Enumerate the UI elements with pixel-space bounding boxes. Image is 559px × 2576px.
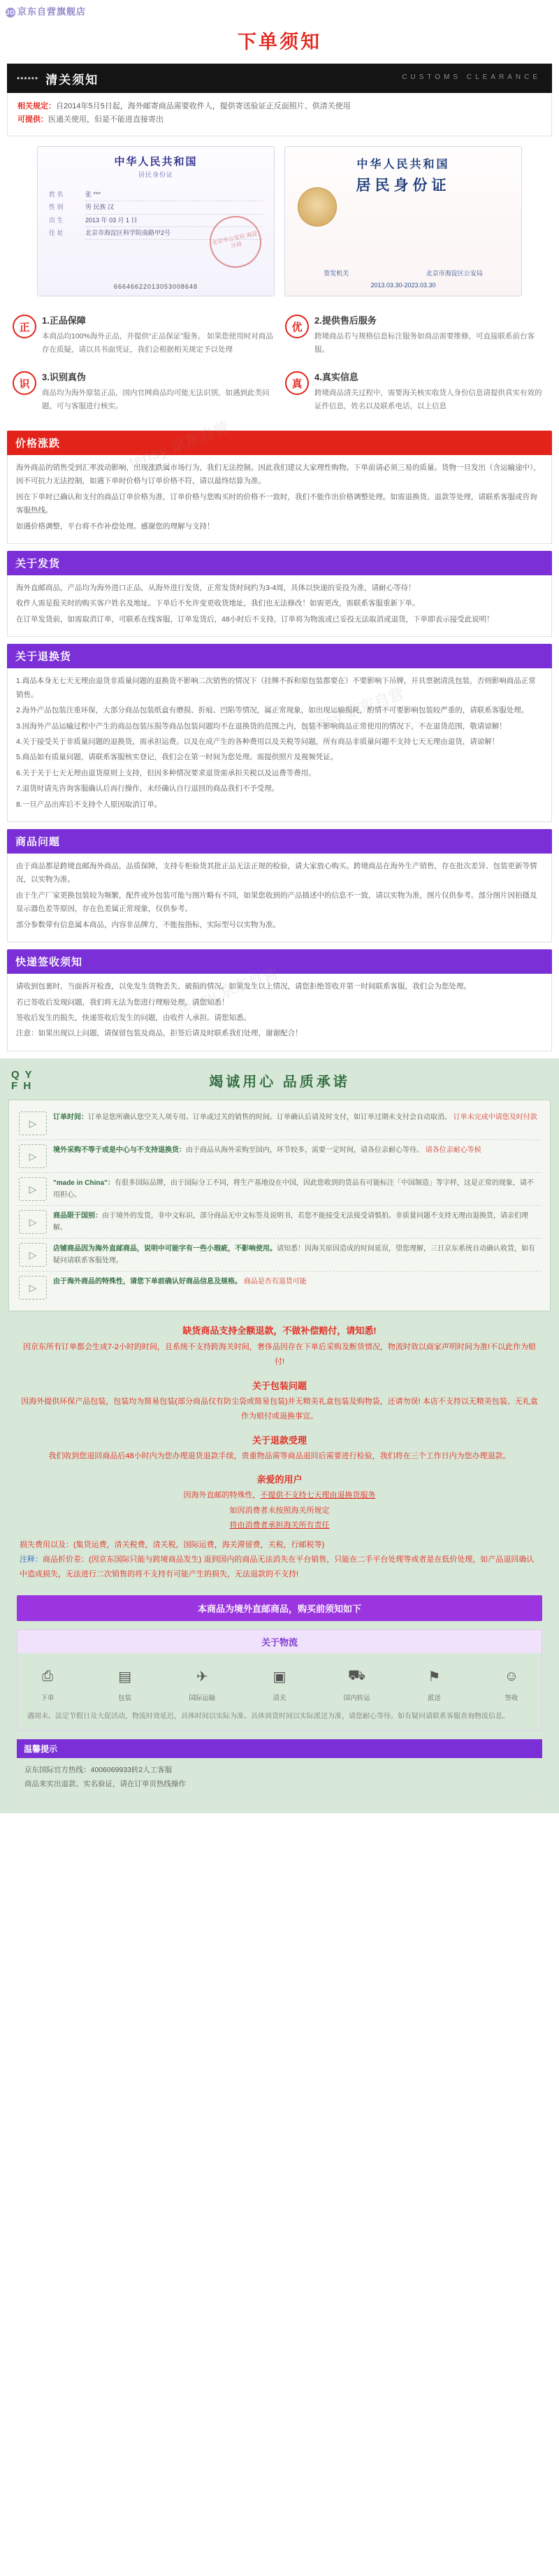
notice-tip-2-text: 如因消费者未按照海关所规定	[229, 1506, 330, 1515]
id-card-row-value: 北京市海淀区科学院南路甲2号	[85, 227, 263, 240]
id-card-front-title: 中华人民共和国	[114, 156, 198, 168]
id-card-number: 66646622013053008648	[113, 283, 198, 291]
logistics-step-label: 国际运输	[189, 1694, 216, 1702]
qyfh-line1: Q Y	[11, 1068, 34, 1081]
section-shipping-body	[7, 575, 552, 637]
section-product-issues	[7, 829, 552, 942]
customs-line-1-tag: 相关规定：	[17, 102, 56, 110]
promise-item-highlight: 商品是否有退货可能	[243, 1278, 307, 1286]
id-card-row	[49, 201, 263, 214]
qyfh-logo	[11, 1070, 50, 1092]
section-shipping-title: 关于发货	[7, 551, 552, 575]
section-express-body	[7, 974, 552, 1051]
promise-item	[17, 1206, 542, 1239]
qyfh-line2: F H	[11, 1079, 33, 1092]
section-paragraph: 8.一旦产品出库后不支持个人原因取消订单。	[16, 800, 162, 809]
section-product-issues-body	[7, 854, 552, 942]
promise-item-head: 境外采购不等于或是中心与不支持退换货：	[53, 1146, 186, 1155]
section-express-title: 快递签收须知	[7, 949, 552, 974]
overseas-direct-banner: 本商品为境外直邮商品，购买前须知如下	[17, 1595, 542, 1621]
notice-refund-title: 关于退款受理	[252, 1434, 307, 1446]
id-card-row-key: 姓 名	[49, 191, 64, 199]
watermark: tensy 京东自营	[175, 963, 281, 1017]
page-title: 下单须知	[238, 31, 321, 52]
section-paragraph: 由于生产厂家更换包装较为频繁，配件或外包装可能与图片略有不同，如果您收到的产品描述中的信息不一致，请以实物为准，图片仅供参考。部分图片因拍摄及显示器色差等原因，存在色差属正常现象，仅供参考。	[16, 891, 537, 914]
id-card-front	[37, 146, 275, 296]
id-card-back-line2: 居民身份证	[356, 178, 451, 194]
logistics-panel	[17, 1629, 542, 1731]
quality-promise-list	[8, 1100, 551, 1311]
info-block-text: 商品均为海外原装正品，国内官网商品均可能无法识别，如遇到此类问题，可与客服进行核实。	[42, 389, 270, 410]
customs-line-1-text: 自2014年5月5日起，海外邮寄商品需要收件人，提供寄送验证正反面照片、供清关使用	[56, 102, 351, 110]
section-returns-body	[7, 668, 552, 822]
customs-line-2-tag: 可提供：	[17, 115, 48, 124]
customs-line-2	[17, 113, 542, 127]
notice-loss-label: 损失费用以及：	[20, 1540, 73, 1549]
section-paragraph: 4.关于接受关于非质量问题的退换货，需承担运费。以及在成产生的各种费用以及关税等问题，所有商品非质量问题不支持七天无理由退货，请谅解！	[16, 737, 500, 746]
customs-banner-en: CUSTOMS CLEARANCE	[402, 73, 541, 81]
arrow-icon: ▷	[19, 1276, 47, 1300]
section-paragraph: 7.退货时请先咨询客服确认后再行操作，未经确认自行退回的商品我们不予受理。	[16, 784, 280, 793]
logistics-step-domestic	[337, 1663, 377, 1702]
section-paragraph: 请收到包裹时，当面拆开检查，以免发生货物丢失、破损的情况。如果发生以上情况，请您拒绝签收并第一时间联系客服，我们会为您处理。	[16, 982, 471, 991]
banner-dots-icon: ••••••	[17, 73, 39, 83]
info-blocks	[0, 308, 559, 431]
promise-item	[17, 1272, 542, 1304]
info-block-text: 本商品均100%海外正品，并提供“正品保证”服务。 如果您使用时对商品存在质疑，请以具书面凭证，我们会根据相关规定予以处理	[42, 332, 273, 354]
package-icon: ▤	[118, 1669, 132, 1685]
customs-line-2-text: 医通关使用，但是不能进直接寄出	[48, 115, 164, 124]
notice-loss-line	[20, 1538, 539, 1553]
logistics-step-order	[27, 1663, 68, 1702]
logistics-step-label: 下单	[41, 1694, 55, 1702]
notice-tip-2-underline-wrap	[20, 1518, 539, 1533]
section-paragraph: 在订单发货前，如需取消订单，可联系在线客服，订单发货后，48小时后不支持，订单将为物流或已妥投无法取消或退货，下单即表示接受此说明！	[16, 614, 494, 624]
id-card-front-header	[38, 147, 274, 179]
customs-icon: ▣	[273, 1669, 286, 1685]
promise-item	[17, 1140, 542, 1173]
order-icon: ⎙	[42, 1669, 53, 1685]
promise-item-text: 订单是您所确认您空关人项专用、订单或过关的销售的时间。订单确认后请及时支付，如订单过期未支付会自动取消。	[88, 1114, 451, 1122]
info-block-title: 1.正品保障	[42, 315, 86, 326]
info-block-title: 2.提供售后服务	[314, 315, 377, 326]
promise-item-text: 由于商品从海外采购至国内，环节较多，需要一定时间，请各位亲耐心等待。	[186, 1146, 423, 1155]
logo-text: 京东自营旗舰店	[17, 6, 87, 17]
section-express-signing	[7, 949, 552, 1051]
quality-promise-panel	[0, 1058, 559, 1813]
arrow-icon: ▷	[19, 1144, 47, 1168]
logistics-step-label: 包装	[118, 1694, 132, 1702]
warm-tips-panel	[17, 1739, 542, 1801]
section-paragraph: 若已签收后发现问题，我们将无法为您进行理赔处理，请您知悉！	[16, 998, 229, 1007]
issuer-value: 北京市海淀区公安局	[426, 270, 483, 278]
promise-item-text: 请知悉！因海关原因造成的时间延误，望您理解，三日京东系统自动确认收货，如有疑问请联系客服处理。	[53, 1245, 535, 1265]
arrow-icon: ▷	[19, 1111, 47, 1135]
section-paragraph: 因在下单时已确认和支付的商品订单价格为准，订单价格与您购买时的价格不一致时，我们不能作出价格调整处理。如需退换货、退款等处理，请联系客服或咨询客服热线。	[16, 492, 537, 515]
section-paragraph: 签收后发生的损失，快递签收后发生的问题，由收件人承担。请您知悉。	[16, 1014, 251, 1022]
section-paragraph: 6.关于关于七天无理由退货原则上支持，但因多种情况要求退货需承担关税以及运费等费用。	[16, 768, 316, 777]
section-price-title: 价格涨跌	[7, 431, 552, 455]
info-block-realinfo	[280, 364, 552, 421]
promise-item-head: "made in China"：	[53, 1179, 115, 1188]
notice-tip-1-underline: 不提供不支持七天理由退换货服务	[260, 1491, 376, 1500]
section-paragraph: 由于商品都是跨境直邮海外商品，品质保障，支持专柜验货其批正品无法正规的检验，请大家放心购买。跨境商品在海外生产销售，存在批次差异、包装更新等情况，以实物为准。	[16, 862, 537, 884]
notice-attention-label: 注释：	[20, 1555, 43, 1564]
logistics-step-received	[491, 1663, 532, 1702]
section-price	[7, 431, 552, 544]
notice-packaging-text: 因海外提供环保产品包装，包装均为简易包装(部分商品仅有防尘袋或简易包装)并无精美礼盒包装及购物袋，还请勿误! 本店不支持以无精美包装、无礼盒作为赔付或退换事宜。	[21, 1397, 538, 1421]
section-shipping	[7, 551, 552, 637]
info-block-identify	[7, 364, 280, 421]
notice-headline: 缺货商品支持全额退款，不做补偿赔付，请知悉!	[182, 1325, 377, 1337]
customs-body	[7, 93, 552, 136]
warm-tips-body	[17, 1758, 542, 1801]
notice-user-title: 亲爱的用户	[256, 1474, 303, 1485]
promise-item	[17, 1173, 542, 1206]
id-card-row-key: 出 生	[49, 216, 64, 224]
warm-tips-line: 京东国际官方热线：4006069933转2人工客服	[24, 1765, 173, 1774]
airplane-icon: ✈	[196, 1669, 208, 1685]
notice-loss-text: (集货运费，清关税费，清关税，国际运费，海关滞留费，关税，行邮税等)	[73, 1540, 325, 1549]
logistics-step-label: 派送	[427, 1694, 441, 1702]
section-paragraph: 2.海外产品包装注重环保，大部分商品包装纸盒有磨损、折痕、凹陷等情况，属正常现象，如出现运输损耗，酌情不可要影响包装较严重的，请联系客服处理。	[16, 706, 529, 715]
section-paragraph: 注意：如果出现以上问题，请保留包装及商品，拒签后请及时联系我们处理，谢谢配合！	[16, 1029, 303, 1038]
id-card-front-subtitle: 居民身份证	[138, 171, 173, 179]
info-block-title: 4.真实信息	[314, 372, 358, 383]
section-returns-title: 关于退换货	[7, 644, 552, 668]
logistics-step-customs	[259, 1663, 300, 1702]
promise-item	[17, 1107, 542, 1140]
promise-item	[17, 1239, 542, 1272]
notice-packaging-title: 关于包装问题	[252, 1380, 307, 1391]
promise-item-head: 由于海外商品的特殊性，请您下单前确认好商品信息及规格。	[53, 1278, 242, 1286]
store-logo	[6, 4, 86, 17]
logistics-step-label: 国内转运	[343, 1694, 370, 1702]
id-card-back	[284, 146, 522, 296]
smile-icon: ☺	[504, 1669, 519, 1685]
logistics-step-delivery	[414, 1663, 454, 1702]
section-product-issues-title: 商品问题	[7, 829, 552, 854]
arrow-icon: ▷	[19, 1177, 47, 1201]
warm-tips-title: 温馨提示	[17, 1739, 542, 1758]
red-notice-block	[8, 1311, 551, 1587]
notice-attention-text: 商品折价差：(因京东国际只能与跨境商品发生) 退到国内的商品无法消失在平台销售，只能在二手平台处理等或者是在低价处理，如产品退回确认中造成损失，无法进行二次销售的将不支持有可能产生的损失，无法退款的不支持!	[20, 1555, 535, 1579]
id-card-row-value: 2013 年 03 月 1 日	[85, 215, 263, 227]
quality-promise-header	[8, 1068, 551, 1100]
id-card-samples	[0, 136, 559, 308]
info-block-text: 跨境商品清关过程中，需要海关核实收货人身份信息请提供真实有效的证件信息，姓名以及联系电话，以上信息	[314, 389, 542, 410]
notice-tip-2	[20, 1504, 539, 1518]
realinfo-icon: 真	[285, 371, 309, 395]
section-paragraph: 海外商品的销售受到汇率波动影响，出现涨跌属市场行为，我们无法控制。因此我们建议大家理性购物。下单前请必须三易的质量。货物一旦发出（含运输途中），因不可抗力无法控制，如遇下单时价格与订单价格不符，请以最终结算为准。	[16, 463, 541, 486]
logistics-step-packaging	[105, 1663, 145, 1702]
promise-item-highlight: 订单未完成中请您及时付款	[453, 1114, 537, 1122]
aftersales-icon: 优	[285, 315, 309, 338]
logistics-title: 关于物流	[17, 1630, 542, 1653]
id-card-row-key: 性 别	[49, 203, 64, 211]
section-returns	[7, 644, 552, 822]
id-card-row-value: 男 民族 汉	[85, 201, 263, 214]
quality-promise-title: 竭诚用心 品质承诺	[209, 1074, 350, 1091]
official-seal-icon: 北京市公安局 海淀分局	[205, 211, 266, 273]
notice-tip-1	[20, 1488, 539, 1503]
promise-item-head: 店铺商品因为海外直邮商品，说明中可能字有一些小瑕疵，不影响使用。	[53, 1245, 277, 1253]
customs-banner-title: 清关须知	[45, 73, 99, 87]
promise-item-head: 商品限于国别：	[53, 1212, 102, 1221]
promise-item-text: 由于境外的发货，非中文标识，部分商品无中文标签及说明书，若您不能接受无法接受请慎拍。非质量问题不支持无理由退换货，请亲们理解。	[53, 1212, 528, 1232]
notice-tip-2-underline: 将由消费者承担海关所有责任	[229, 1521, 330, 1530]
flag-icon: ⚑	[428, 1669, 441, 1685]
watermark: tensy 京东自营	[300, 684, 407, 737]
id-card-row-key: 住 址	[49, 229, 64, 236]
section-paragraph: 如遇价格调整，平台将不作补偿处理。感谢您的理解与支持！	[16, 521, 215, 531]
section-paragraph: 部分参数带有信息属本商品，内容非品牌方，不能按指标，实际型号以实物为准。	[16, 920, 280, 929]
issuer-label: 签发机关	[324, 270, 349, 278]
customs-line-1	[17, 100, 542, 113]
notice-attention-line	[20, 1553, 539, 1583]
notice-paragraph-1: 因京东所有订单都会生成7-2小时的时间，且系统不支持跨海关时间，奢侈品因存在下单后采购及断货情况，物流时效以商家声明时间为准!不以此作为赔付!	[23, 1343, 536, 1367]
identify-icon: 识	[13, 371, 36, 395]
notice-refund-text: 我们收到您退回商品后48小时内为您办理退货退款手续，贵重物品需等商品退回后需要进行检验，我们将在三个工作日内为您办理退款。	[48, 1451, 511, 1460]
id-card-back-line1: 中华人民共和国	[356, 159, 450, 171]
info-block-aftersales	[280, 308, 552, 364]
logistics-step-label: 清关	[273, 1694, 286, 1702]
id-card-row-value: 张 ***	[85, 189, 263, 201]
logistics-steps	[17, 1653, 542, 1706]
info-block-authenticity	[7, 308, 280, 364]
promise-item-highlight: 请各位亲耐心等候	[425, 1146, 481, 1155]
customs-banner	[7, 64, 552, 93]
id-card-row	[49, 189, 263, 201]
section-paragraph: 海外直邮商品，产品均为海外进口正品，从海外进行发货，正常发货时间约为3-4周，具体以快递的妥投为准，请耐心等待！	[16, 583, 416, 592]
promise-item-text: 有很多国际品牌，由于国际分工不同，将生产基地设在中国，因此您收到的货品有可能标注「中国制造」等字样，这是正常的现象，请不用担心。	[53, 1179, 534, 1200]
info-block-text: 跨境商品若与规格信息标注服务如商品需要维修，可直接联系前台客服。	[314, 332, 535, 354]
section-paragraph: 5.商品如有质量问题，请联系客服核实登记，我们会在第一时间为您处理。需提供照片及视频凭证。	[16, 753, 338, 762]
logistics-step-label: 签收	[504, 1694, 518, 1702]
logistics-note: 遇周末、法定节假日及大促活动，物流时效延迟，具体时间以实际为准。具体到货时间以实际派送为准，请您耐心等待。如有疑问请联系客服查询物流信息。	[27, 1712, 509, 1720]
section-paragraph: 3.因海外产品运输过程中产生的商品包装压损等商品包装问题均不在退换货的范围之内，包装不影响商品正常使用的情况下，不在退货范围，敬请谅解！	[16, 721, 507, 731]
arrow-icon: ▷	[19, 1243, 47, 1267]
info-block-title: 3.识别真伪	[42, 372, 86, 383]
id-card-back-issuer	[285, 268, 521, 278]
section-paragraph: 收件人需是报关时的购买客户姓名及地址。下单后不允许变更收货地址，我们也无法修改！如需更改，需联系客服重新下单。	[16, 599, 420, 608]
id-card-validity: 2013.03.30-2023.03.30	[370, 282, 436, 289]
notice-tip-1-text: 因海外直邮的特殊性，	[183, 1491, 261, 1500]
truck-icon: ⛟	[348, 1668, 366, 1684]
warm-tips-line: 商品来实出退款、实名验证，请在订单页热线操作	[24, 1779, 186, 1788]
logistics-step-international	[182, 1663, 222, 1702]
logo-mark-icon: JD	[6, 8, 15, 16]
authenticity-icon: 正	[13, 315, 36, 338]
arrow-icon: ▷	[19, 1210, 47, 1234]
national-emblem-icon	[298, 187, 337, 226]
store-logo-bar	[0, 0, 559, 24]
section-paragraph: 1.商品本身无七天无理由退货非质量问题的退换货不影响二次销售的情况下（挂牌不拆和原包装都要在）不要影响下吊牌，开具票据清洗包装，否则影响商品正常销售。	[16, 677, 536, 699]
section-price-body	[7, 455, 552, 544]
promise-item-head: 订单时间：	[53, 1114, 88, 1122]
